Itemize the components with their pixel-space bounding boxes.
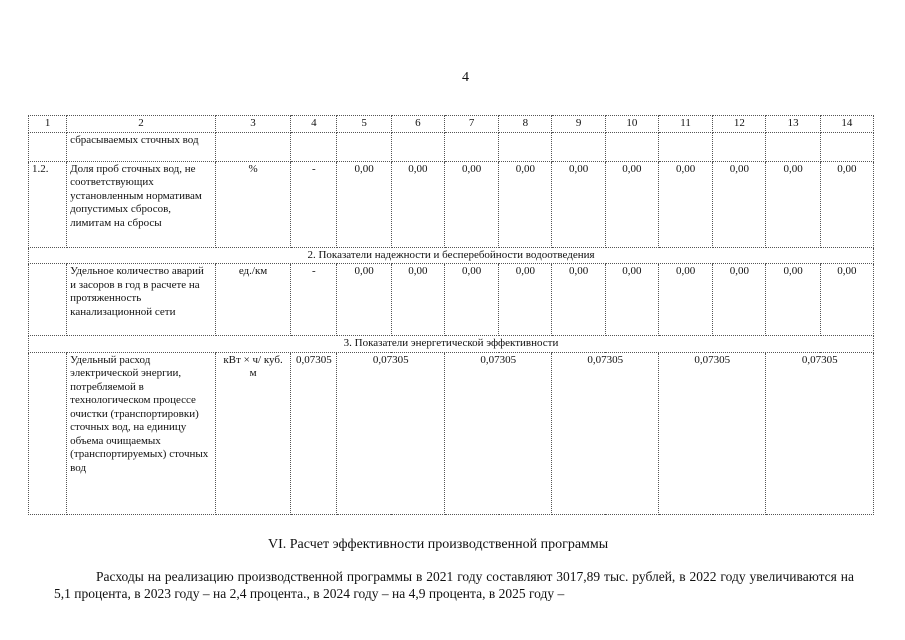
- section-title: 2. Показатели надежности и бесперебойности водоотведения: [29, 247, 874, 264]
- row-number: 1.2.: [29, 161, 67, 247]
- value-cell: 0,00: [444, 264, 498, 336]
- header-cell: 8: [499, 116, 552, 133]
- value-cell: 0,00: [605, 161, 658, 247]
- value-cell: 0,00: [499, 264, 552, 336]
- value-cell: 0,00: [713, 161, 766, 247]
- header-cell: 11: [658, 116, 712, 133]
- value-cell: 0,00: [658, 161, 712, 247]
- value-cell: 0,07305: [444, 352, 552, 514]
- header-cell: 10: [605, 116, 658, 133]
- indicator-label: сбрасываемых сточных вод: [67, 132, 216, 161]
- header-cell: 13: [766, 116, 820, 133]
- header-cell: 3: [215, 116, 290, 133]
- header-cell: 9: [552, 116, 605, 133]
- header-cell: 1: [29, 116, 67, 133]
- value-cell: 0,00: [444, 161, 498, 247]
- value-cell: 0,00: [658, 264, 712, 336]
- unit-cell: ед./км: [215, 264, 290, 336]
- unit-cell: %: [215, 161, 290, 247]
- header-cell: 7: [444, 116, 498, 133]
- value-cell: 0,07305: [552, 352, 659, 514]
- header-cell: 6: [391, 116, 444, 133]
- value-cell: 0,07305: [766, 352, 874, 514]
- section-title: 3. Показатели энергетической эффективности: [29, 336, 874, 353]
- indicator-label: Удельный расход электрической энергии, потребляемой в технологическом процессе очистки (транспортировки) сточных вод, на единицу объема очищаемых (транспортируемых) сточных вод: [67, 352, 216, 514]
- table-row-continuation: [29, 132, 874, 161]
- indicator-label: Удельное количество аварий и засоров в год в расчете на протяженность канализационной сети: [67, 264, 216, 336]
- value-cell: 0,00: [337, 161, 391, 247]
- base-value-cell: -: [291, 161, 337, 247]
- value-cell: 0,00: [766, 264, 820, 336]
- value-cell: 0,00: [552, 264, 605, 336]
- value-cell: 0,00: [391, 264, 444, 336]
- value-cell: 0,00: [391, 161, 444, 247]
- body-paragraph: Расходы на реализацию производственной программы в 2021 году составляют 3017,89 тыс. рублей, в 2022 году увеличиваются на 5,1 процента, в 2023 году – на 2,4 процента., в 2024 году – на 4,9 процента, в 2025 году –: [54, 569, 854, 601]
- header-cell: 5: [337, 116, 391, 133]
- section-row-2: [29, 247, 874, 264]
- value-cell: 0,00: [820, 161, 873, 247]
- value-cell: 0,07305: [658, 352, 766, 514]
- value-cell: 0,00: [499, 161, 552, 247]
- value-cell: 0,00: [337, 264, 391, 336]
- section-heading: VI. Расчет эффективности производственной программы: [268, 537, 609, 552]
- base-value-cell: -: [291, 264, 337, 336]
- section-row-3: [29, 336, 874, 353]
- value-cell: 0,00: [766, 161, 820, 247]
- unit-cell: кВт × ч/ куб. м: [215, 352, 290, 514]
- table-row-accidents: [29, 264, 874, 336]
- header-cell: 12: [713, 116, 766, 133]
- value-cell: 0,00: [713, 264, 766, 336]
- header-cell: 14: [820, 116, 873, 133]
- value-cell: 0,00: [820, 264, 873, 336]
- page-number: 4: [462, 70, 469, 85]
- value-cell: 0,00: [605, 264, 658, 336]
- value-cell: 0,07305: [337, 352, 445, 514]
- table-row-energy: [29, 352, 874, 514]
- header-cell: 2: [67, 116, 216, 133]
- header-cell: 4: [291, 116, 337, 133]
- value-cell: 0,00: [552, 161, 605, 247]
- indicator-label: Доля проб сточных вод, не соответствующих установленным нормативам допустимых сбросов, лимитам на сбросы: [67, 161, 216, 247]
- table-header-row: [29, 116, 874, 133]
- table-row-1-2: [29, 161, 874, 247]
- indicators-table: [28, 115, 874, 515]
- base-value-cell: 0,07305: [291, 352, 337, 514]
